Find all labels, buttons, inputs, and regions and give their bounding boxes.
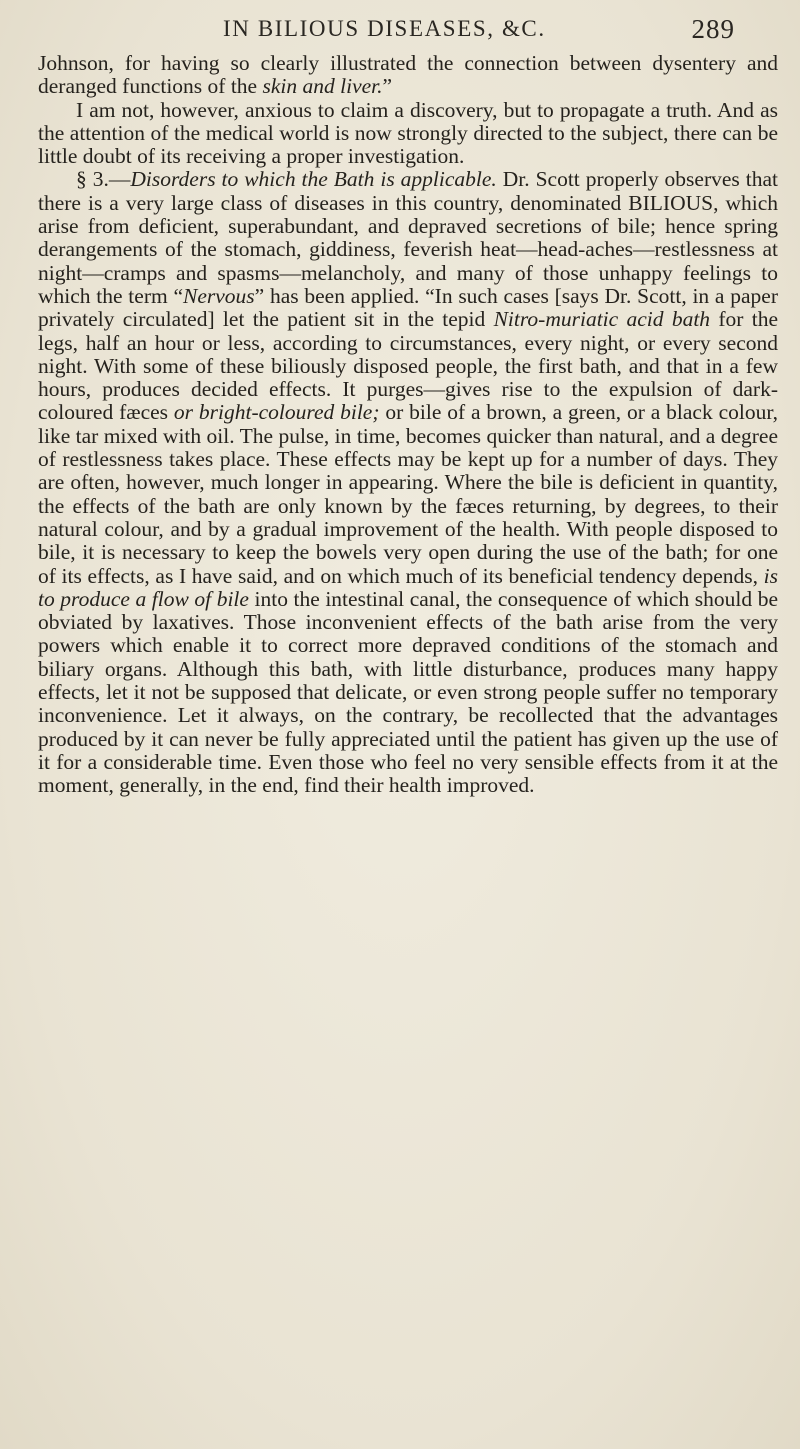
section-title: Disorders to which the Bath is applicable.	[130, 167, 497, 192]
paragraph-continuation: Johnson, for having so clearly illustrated the connection between dysentery and deranged functions of the skin and liver.”	[38, 51, 778, 99]
italic-acid-bath: Nitro-muriatic acid bath	[493, 307, 711, 332]
italic-bright-bile: or bright-coloured bile;	[173, 400, 380, 425]
section-3-paragraph: § 3.—Disorders to which the Bath is applicable. Dr. Scott properly observes that there is a very large class of diseases in this country, denominated BILIOUS, which arise from deficient, superabundant, and depraved secretions of bile; hence spring derangements of the stomach, giddiness, feverish heat—head-aches—restlessness at night—cramps and spasms—melancholy, and many of those unhappy feelings to which the term “Nervous” has been applied. “In such cases [says Dr. Scott, in a paper privately circulated] let the patient sit in the tepid Nitro-muriatic acid bath for the legs, half an hour or less, according to circumstances, every night, or every second night. With some of these biliously disposed people, the first bath, and that in a few hours, produces decided effects. It purges—gives rise to the expulsion of dark-coloured fæces or bright-coloured bile; or bile of a brown, a green, or a black colour, like tar mixed with oil. The pulse, in time, becomes quicker than natural, and a degree of restlessness takes place. These effects may be kept up for a number of days. They are often, however, much longer in appearing. Where the bile is deficient in quantity, the effects of the bath are only known by the fæces returning, by degrees, to their natural colour, and by a gradual improvement of the health. With people disposed to bile, it is necessary to keep the bowels very open during the use of the bath; for one of its effects, as I have said, and on which much of its beneficial tendency depends, is to produce a flow of bile into the intestinal canal, the consequence of which should be obviated by laxatives. Those inconvenient effects of the bath arise from the very powers which enable it to correct more depraved conditions of the stomach and biliary organs. Although this bath, with little disturbance, produces many happy effects, let it not be supposed that delicate, or even strong people suffer no temporary inconvenience. Let it always, on the contrary, be recollected that the advantages produced by it can never be fully appreciated until the patient has given up the use of it for a considerable time. Even those who feel no very sensible effects from it at the moment, generally, in the end, find their health improved.	[38, 167, 779, 798]
running-head: IN BILIOUS DISEASES, &C.	[223, 16, 546, 41]
paragraph-discovery: I am not, however, anxious to claim a discovery, but to propagate a truth. And as the attention of the medical world is now strongly directed to the subject, there can be little doubt of its receiving a proper investigation.	[38, 97, 778, 169]
page-header	[223, 16, 735, 48]
body-text	[38, 52, 778, 798]
italic-nervous: Nervous	[183, 283, 255, 308]
italic-flow-of-bile: is to produce a flow of bile	[38, 563, 778, 611]
section-mark: § 3.—	[76, 167, 131, 192]
italic-phrase: skin and liver.	[262, 74, 383, 99]
page-number: 289	[691, 14, 735, 44]
